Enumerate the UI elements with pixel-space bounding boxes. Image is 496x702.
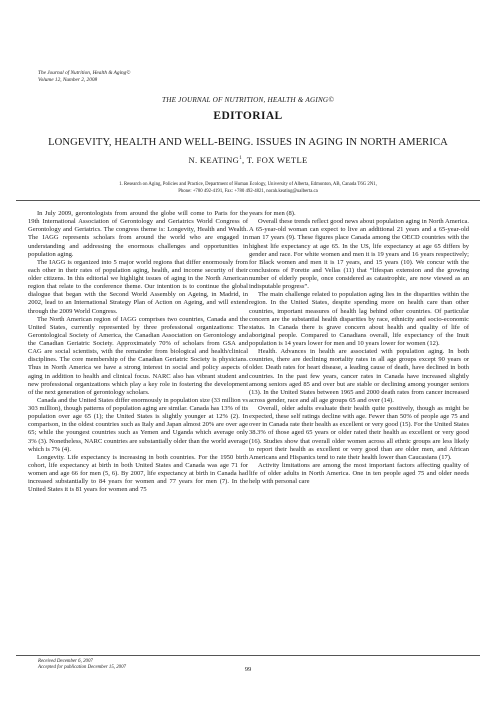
- author-list: [0, 155, 496, 165]
- left-column: [28, 210, 248, 494]
- author-affiliation-marker: 1: [239, 156, 242, 162]
- page-number: 99: [244, 666, 252, 673]
- accepted-date: Accepted for publication December 15, 2007: [38, 665, 127, 670]
- paragraph: Overall, older adults evaluate their health quite positively, though as might be expected, these self ratings decline with age. Fewer than 50% of people age 75 and over in Canada rate their health as excellent or very good (15). For the United States 38.3% of those aged 65 years or older rated their health as excellent or very good (16). Studies show that overall older women across all ethnic groups are less likely to report their health as excellent or very good than are older men, and African Americans and Hispanics tend to rate their health lower than Caucasians (17).: [249, 405, 469, 461]
- paragraph: The main challenge related to population aging lies in the disparities within the region. In the United States, despite spending more on health care than other countries, important measures of health lag behind other countries. Of particular concern are the substantial health disparities by race, ethnicity and socio-economic status. In Canada there is grave concern about health and quality of life of aboriginal people. Compared to Canadians overall, life expectancy of the Inuit population is 14 years lower for men and 10 years lower for women (12).: [249, 291, 469, 347]
- received-date: Received December 6, 2007: [38, 659, 93, 664]
- paragraph: Activity limitations are among the most important factors affecting quality of life of older adults in North America. One in ten people aged 75 and older needs help with personal care: [249, 461, 469, 486]
- paragraph: In July 2009, gerontologists from around the globe will come to Paris for the 19th International Association of Gerontology and Geriatrics World Congress of Gerontology and Geriatrics. The congress theme is: Longevity, Health and Wealth. The IAGG represents scholars from around the world who are engaged in understanding and addressing the enormous challenges and opportunities in population aging.: [28, 210, 248, 258]
- paragraph: Longevity. Life expectancy is increasing in both countries. For the 1950 birth cohort, life expectancy at birth in both United States and Canada was age 71 for women and age 66 for men (5, 6). By 2007, life expectancy at birth in Canada had increased substantially to 84 years for women and 77 years for men (7). In the United States it is 81 years for women and 75: [28, 453, 248, 494]
- affiliation: [40, 181, 456, 195]
- journal-name: The Journal of Nutrition, Health & Aging©: [38, 70, 131, 76]
- right-column: [249, 210, 469, 486]
- running-head: THE JOURNAL OF NUTRITION, HEALTH & AGING©: [162, 96, 334, 104]
- author-wetle: T. FOX WETLE: [246, 155, 308, 165]
- journal-volume: Volume 12, Number 2, 2008: [38, 76, 98, 83]
- article-title: LONGEVITY, HEALTH AND WELL-BEING. ISSUES IN AGING IN NORTH AMERICA: [48, 137, 448, 148]
- affiliation-line: 1. Research on Aging, Policies and Practice, Department of Human Ecology, University of Alberta, Edmonton, AB, Canada T6G 2N1,: [119, 182, 377, 187]
- paragraph: years for men (8).: [249, 210, 296, 217]
- paragraph: Health. Advances in health are associated with population aging. In both countries, there are declining mortality rates in all age groups except 90 years or older. Death rates for heart disease, a leading cause of death, have declined in both countries. In the past few years, cancer rates in Canada have increased slightly among seniors aged 85 and over but are stable or declining among younger seniors (13). In the United States between 1965 and 2000 death rates from cancer increased across gender, race and all age groups 65 and over (14).: [249, 348, 469, 404]
- paragraph: Overall these trends reflect good news about population aging in North America. A 65-year-old woman can expect to live an additional 21 years and a 65-year-old man 17 years (9). These figures place Canada among the OECD countries with the highest life expectancy at age 65. In the US, life expectancy at age 65 differs by gender and race. For white women and men it is 19 years and 16 years respectively; for Black women and men it is 17 years, and 15 years (10). We concur with the conclusions of Forette and Vellas (11) that “lifespan extension and the growing number of elderly people, once considered as catastrophic, are now viewed as an indisputable progress”.: [249, 218, 469, 291]
- footer-rule: [16, 655, 480, 656]
- header-rule: [16, 200, 480, 201]
- journal-header: [38, 70, 130, 83]
- paragraph: The IAGG is organized into 5 major world regions that differ enormously from each other in their rates of population aging, health, and income security of their older citizens. In this editorial we highlight issues of aging in the North American region that relate to the conference theme. Our intention is to continue the global dialogue that began with the Second World Assembly on Ageing, in Madrid, in 2002, lead to an International Strategy Plan of Action on Ageing, and will extend through the 2009 World Congress.: [28, 258, 248, 315]
- section-label: EDITORIAL: [213, 110, 283, 122]
- contact-line: Phone: +780 492-4191, Fax: +780 492-4821, norah.keating@ualberta.ca: [178, 189, 318, 194]
- paragraph: The North American region of IAGG comprises two countries, Canada and the United States, currently represented by three professional organizations: The Gerontological Society of America, the Canadian Association on Gerontology and the Canadian Geriatric Society. Approximately 70% of scholars from GSA and CAG are social scientists, with the remainder from biological and health/clinical disciplines. The core membership of the Canadian Geriatric Society is physicians. Thus in North America we have a strong interest in social and policy aspects of aging in addition to health and clinical focus. NARC also has vibrant student and new professional organizations which play a key role in fostering the development of the next generation of gerontology scholars.: [28, 315, 248, 396]
- paragraph: Canada and the United States differ enormously in population size (33 million vs 303 million), though patterns of population aging are similar. Canada has 13% of its population over age 65 (1); the United States is slightly younger at 12% (2). In comparison, in the oldest countries such as Italy and Japan almost 20% are over age 65; while the youngest countries such as Yemen and Uganda which average only 3% (3). Nonetheless, NARC countries are substantially older than the world average which is 7% (4).: [28, 396, 248, 453]
- author-separator: ,: [242, 155, 247, 165]
- author-keating: N. KEATING: [188, 155, 240, 165]
